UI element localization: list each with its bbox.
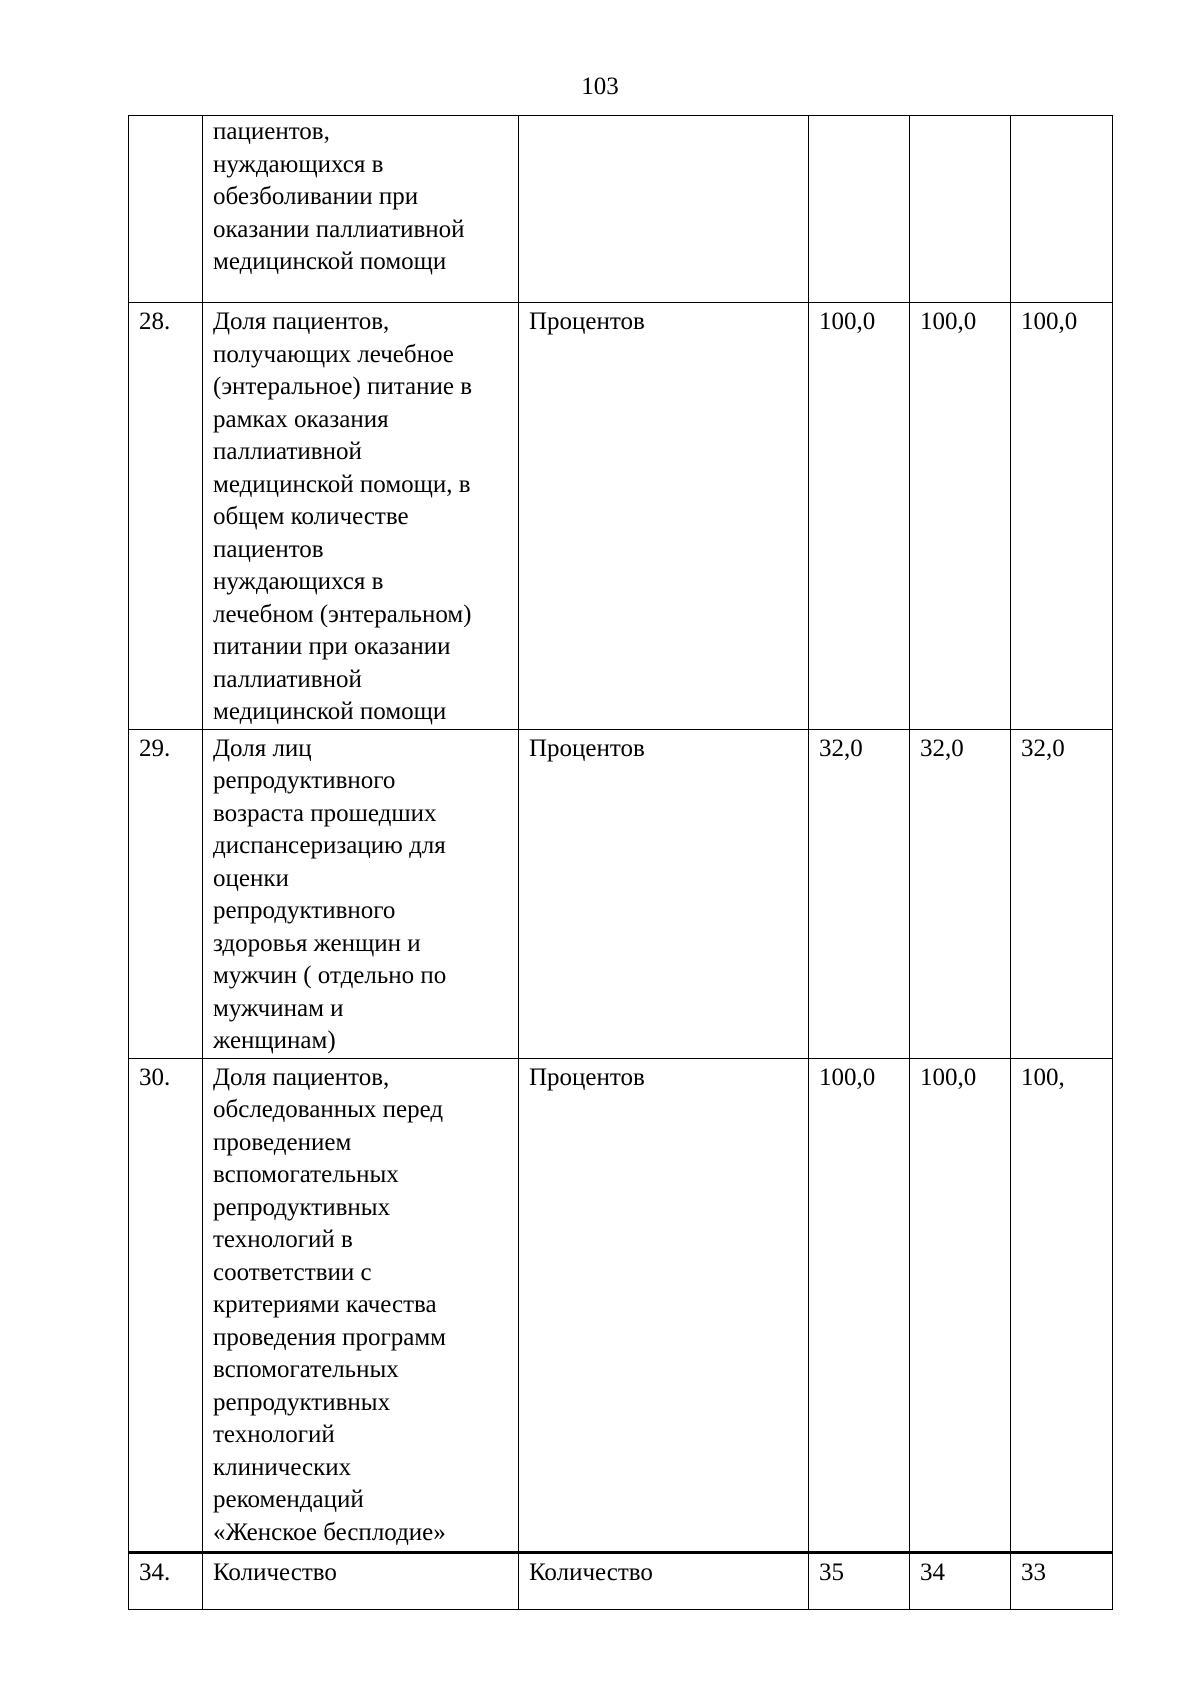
table-row (129, 116, 1113, 303)
unit-cell: Количество (519, 1552, 809, 1609)
row-number-cell: 30. (129, 1058, 203, 1552)
row-number-cell (129, 116, 203, 303)
indicator-name-cell: пациентов, нуждающихся в обезболивании при оказании паллиативной медицинской помощи (203, 116, 519, 303)
table-row (129, 1552, 1113, 1609)
value-cell: 100,0 (809, 303, 910, 730)
value-cell: 32,0 (809, 729, 910, 1058)
page-number: 103 (581, 73, 619, 100)
unit-cell: Процентов (519, 303, 809, 730)
value-cell (910, 116, 1011, 303)
value-cell: 35 (809, 1552, 910, 1609)
unit-cell: Процентов (519, 729, 809, 1058)
indicators-table (128, 115, 1113, 1610)
value-cell: 100,0 (809, 1058, 910, 1552)
indicator-name-cell: Доля пациентов, обследованных перед проведением вспомогательных репродуктивных технологий в соответствии с критериями качества проведения программ вспомогательных репродуктивных технологий клинических рекомендаций «Женское бесплодие» (203, 1058, 519, 1552)
indicator-name-cell: Количество (203, 1552, 519, 1609)
value-cell: 100,0 (1011, 303, 1113, 730)
value-cell: 32,0 (910, 729, 1011, 1058)
row-number-cell: 29. (129, 729, 203, 1058)
value-cell (1011, 116, 1113, 303)
indicator-name-cell: Доля пациентов, получающих лечебное (энтеральное) питание в рамках оказания паллиативной медицинской помощи, в общем количестве пациентов нуждающихся в лечебном (энтеральном) питании при оказании паллиативной медицинской помощи (203, 303, 519, 730)
value-cell: 100, (1011, 1058, 1113, 1552)
value-cell: 100,0 (910, 303, 1011, 730)
value-cell: 100,0 (910, 1058, 1011, 1552)
value-cell: 34 (910, 1552, 1011, 1609)
table-row (129, 1058, 1113, 1552)
row-number-cell: 28. (129, 303, 203, 730)
unit-cell: Процентов (519, 1058, 809, 1552)
indicator-name-cell: Доля лиц репродуктивного возраста прошедших диспансеризацию для оценки репродуктивного здоровья женщин и мужчин ( отдельно по мужчинам и женщинам) (203, 729, 519, 1058)
unit-cell (519, 116, 809, 303)
table-row (129, 729, 1113, 1058)
value-cell: 33 (1011, 1552, 1113, 1609)
value-cell: 32,0 (1011, 729, 1113, 1058)
row-number-cell: 34. (129, 1552, 203, 1609)
table-row (129, 303, 1113, 730)
value-cell (809, 116, 910, 303)
